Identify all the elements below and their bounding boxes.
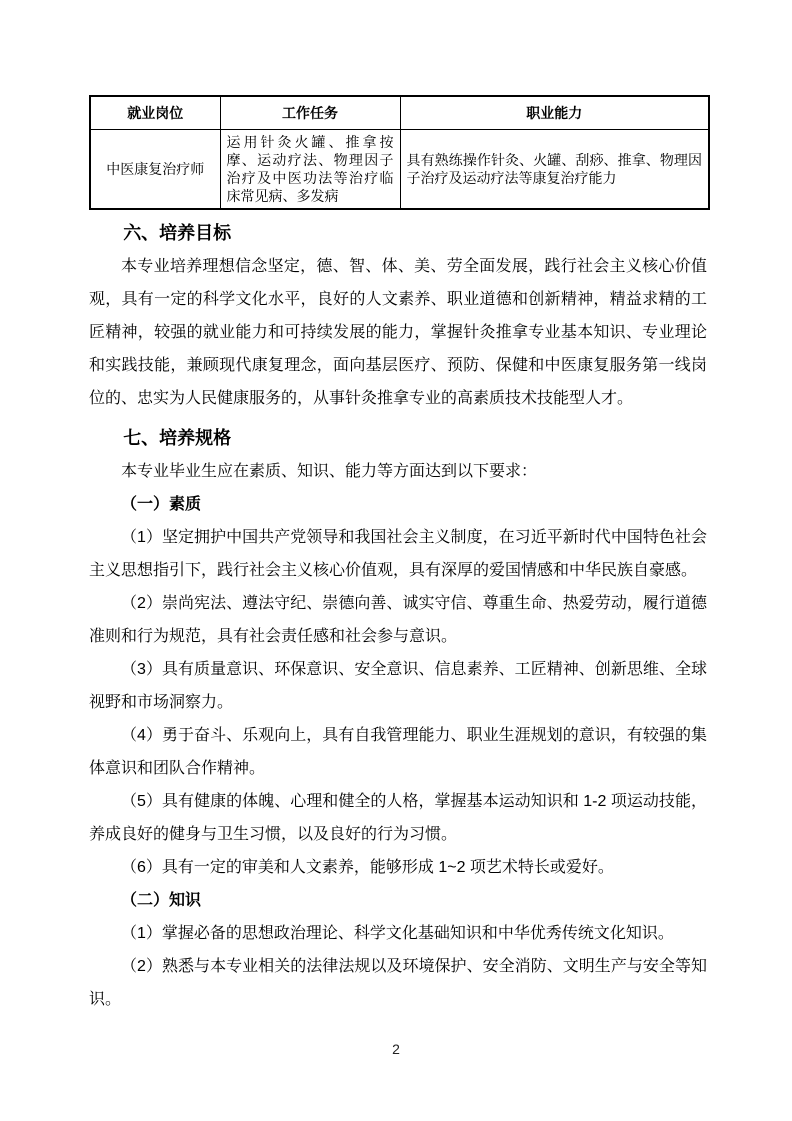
table-header-cell: 职业能力: [400, 96, 709, 129]
paragraph: （1）坚定拥护中国共产党领导和我国社会主义制度，在习近平新时代中国特色社会主义思想指引下，践行社会主义核心价值观，具有深厚的爱国情感和中华民族自豪感。: [89, 528, 707, 579]
table-cell: 中医康复治疗师: [90, 129, 220, 209]
subsection-heading: （一）素质: [121, 495, 202, 513]
paragraph: （6）具有一定的审美和人文素养，能够形成 1~2 项艺术特长或爱好。: [121, 858, 614, 876]
paragraph: 本专业培养理想信念坚定，德、智、体、美、劳全面发展，践行社会主义核心价值观，具有一定的科学文化水平，良好的人文素养、职业道德和创新精神，精益求精的工匠精神，较强的就业能力和可持续发展的能力，掌握针灸推拿专业基本知识、专业理论和实践技能，兼顾现代康复理念，面向基层医疗、预防、保健和中医康复服务第一线岗位的、忠实为人民健康服务的，从事针灸推拿专业的高素质技术技能型人才。: [89, 257, 707, 407]
paragraph: （4）勇于奋斗、乐观向上，具有自我管理能力、职业生涯规划的意识，有较强的集体意识和团队合作精神。: [89, 726, 707, 777]
paragraph: 本专业毕业生应在素质、知识、能力等方面达到以下要求：: [121, 462, 538, 480]
table-row: [90, 129, 709, 209]
document-body: [89, 217, 707, 1016]
table-header-cell: 工作任务: [220, 96, 400, 129]
table-header-row: [90, 96, 709, 129]
subsection-heading: （二）知识: [121, 891, 202, 909]
table-header-cell: 就业岗位: [90, 96, 220, 129]
paragraph: （3）具有质量意识、环保意识、安全意识、信息素养、工匠精神、创新思维、全球视野和市场洞察力。: [89, 660, 707, 711]
table-cell: 运用针灸火罐、推拿按摩、运动疗法、物理因子治疗及中医功法等治疗临床常见病、多发病: [220, 129, 400, 209]
page-number: 2: [392, 1041, 400, 1057]
table-body: [90, 129, 709, 209]
paragraph: （1）掌握必备的思想政治理论、科学文化基础知识和中华优秀传统文化知识。: [121, 924, 674, 942]
paragraph: （2）熟悉与本专业相关的法律法规以及环境保护、安全消防、文明生产与安全等知识。: [89, 957, 707, 1008]
table-cell: 具有熟练操作针灸、火罐、刮痧、推拿、物理因子治疗及运动疗法等康复治疗能力: [400, 129, 709, 209]
section-heading: 六、培养目标: [123, 222, 232, 243]
jobs-table: [89, 95, 710, 210]
paragraph: （5）具有健康的体魄、心理和健全的人格，掌握基本运动知识和 1-2 项运动技能，养成良好的健身与卫生习惯，以及良好的行为习惯。: [89, 792, 707, 843]
section-heading: 七、培养规格: [123, 427, 232, 448]
paragraph: （2）崇尚宪法、遵法守纪、崇德向善、诚实守信、尊重生命、热爱劳动，履行道德准则和行为规范，具有社会责任感和社会参与意识。: [89, 594, 707, 645]
